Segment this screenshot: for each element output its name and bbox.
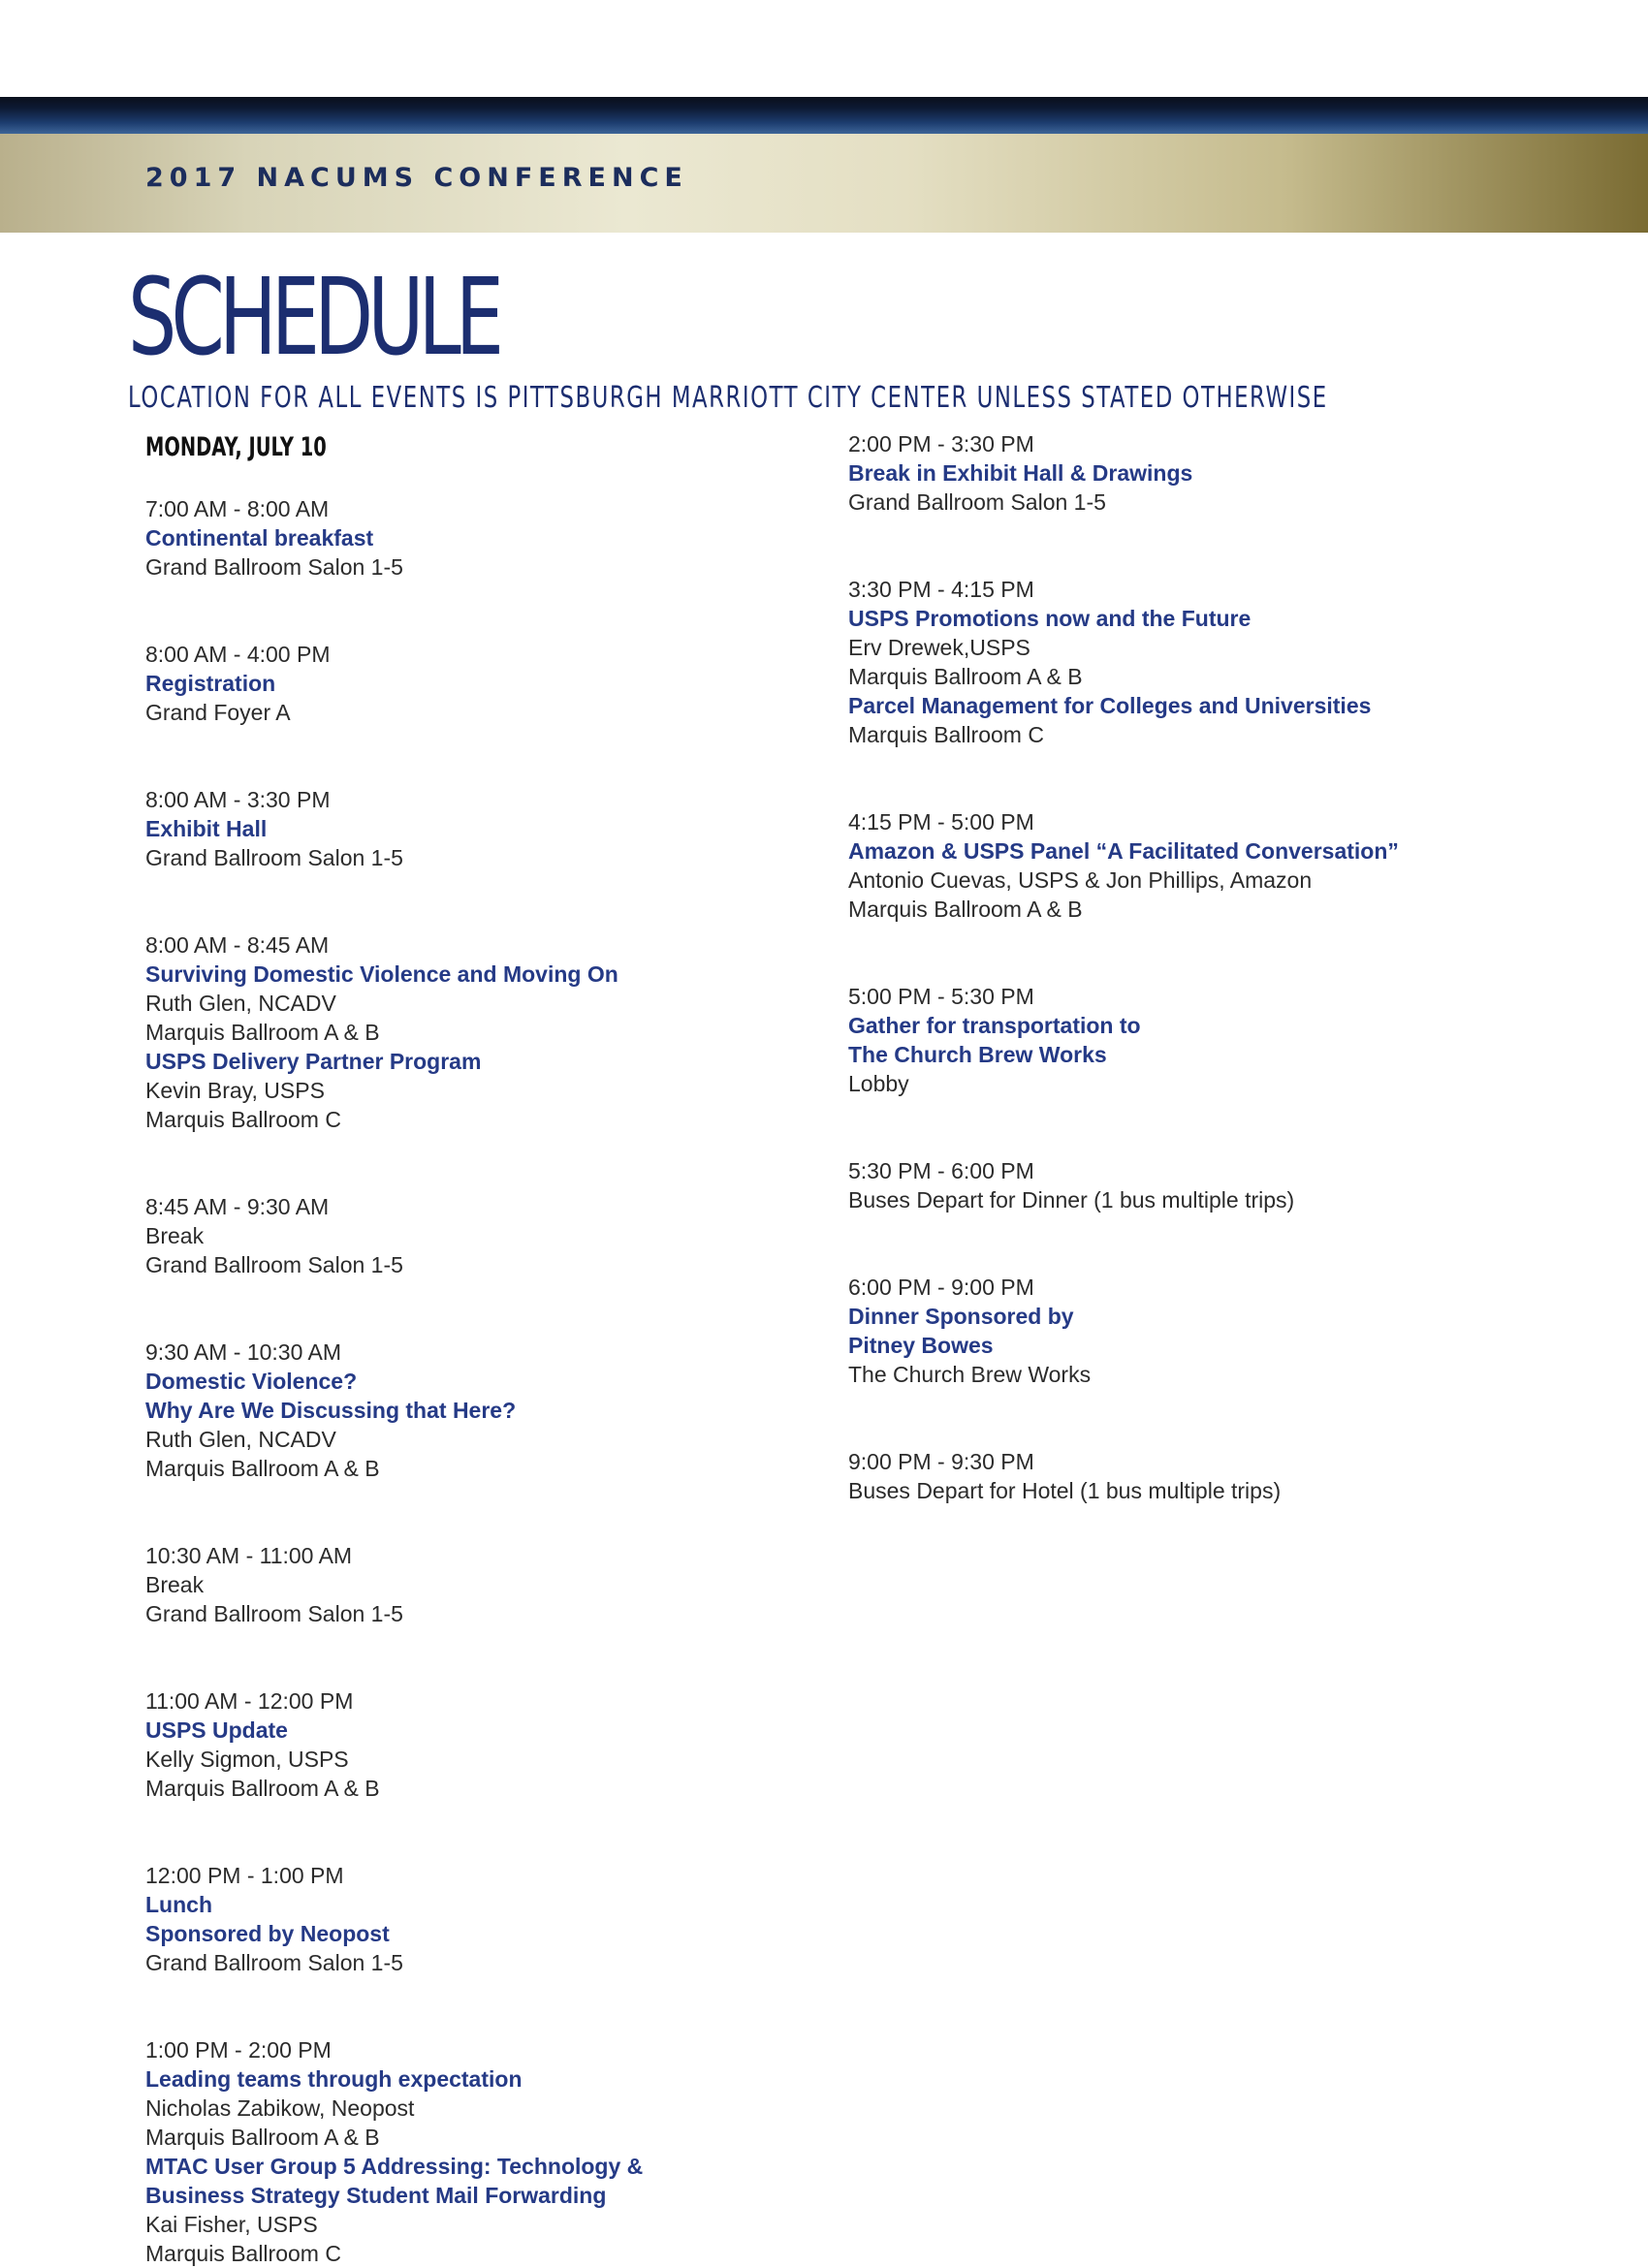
event-title: Dinner Sponsored by — [848, 1304, 1074, 1329]
event-title: Business Strategy Student Mail Forwarding — [145, 2183, 607, 2208]
event-detail: The Church Brew Works — [848, 1362, 1092, 1387]
event-detail: Marquis Ballroom A & B — [145, 1776, 380, 1801]
event-title: Leading teams through expectation — [145, 2066, 523, 2092]
event-title: USPS Promotions now and the Future — [848, 606, 1252, 631]
event-detail: Marquis Ballroom A & B — [145, 1020, 380, 1045]
schedule-event — [848, 807, 1546, 924]
event-title: Registration — [145, 671, 276, 696]
schedule-event — [848, 429, 1546, 517]
event-time: 12:00 PM - 1:00 PM — [145, 1863, 344, 1888]
event-detail: Nicholas Zabikow, Neopost — [145, 2095, 415, 2121]
schedule-event — [848, 1447, 1546, 1505]
event-time: 8:00 AM - 8:45 AM — [145, 932, 330, 958]
event-detail: Break — [145, 1572, 205, 1597]
event-time: 5:00 PM - 5:30 PM — [848, 984, 1034, 1009]
schedule-event — [145, 1192, 843, 1279]
event-title: Gather for transportation to — [848, 1013, 1141, 1038]
event-detail: Erv Drewek,USPS — [848, 635, 1030, 660]
event-time: 9:30 AM - 10:30 AM — [145, 1339, 342, 1365]
event-title: The Church Brew Works — [848, 1042, 1107, 1067]
event-time: 8:00 AM - 4:00 PM — [145, 642, 331, 667]
event-title: Sponsored by Neopost — [145, 1921, 390, 1946]
event-detail: Grand Ballroom Salon 1-5 — [145, 1252, 403, 1277]
header-dark-band — [0, 97, 1648, 134]
event-title: Domestic Violence? — [145, 1369, 358, 1394]
event-title: Break in Exhibit Hall & Drawings — [848, 460, 1193, 486]
event-title: Exhibit Hall — [145, 816, 268, 841]
event-detail: Lobby — [848, 1071, 909, 1096]
event-title: Surviving Domestic Violence and Moving On — [145, 961, 618, 987]
schedule-event — [145, 785, 843, 872]
event-detail: Kevin Bray, USPS — [145, 1078, 325, 1103]
event-detail: Buses Depart for Dinner (1 bus multiple trips) — [848, 1187, 1295, 1213]
event-detail: Marquis Ballroom A & B — [145, 1456, 380, 1481]
event-title: USPS Update — [145, 1717, 288, 1743]
page-title: SCHEDULE — [128, 255, 499, 379]
schedule-event — [145, 494, 843, 582]
event-title: MTAC User Group 5 Addressing: Technology & — [145, 2154, 644, 2179]
event-time: 5:30 PM - 6:00 PM — [848, 1158, 1034, 1183]
schedule-event — [848, 575, 1546, 749]
event-detail: Marquis Ballroom A & B — [145, 2125, 380, 2150]
event-time: 4:15 PM - 5:00 PM — [848, 809, 1034, 835]
event-time: 10:30 AM - 11:00 AM — [145, 1543, 353, 1568]
event-title: Amazon & USPS Panel “A Facilitated Conversation” — [848, 838, 1399, 864]
schedule-event — [145, 930, 843, 1134]
event-detail: Grand Ballroom Salon 1-5 — [848, 489, 1106, 515]
event-title: Why Are We Discussing that Here? — [145, 1398, 517, 1423]
event-title: Parcel Management for Colleges and Universities — [848, 693, 1372, 718]
event-detail: Ruth Glen, NCADV — [145, 991, 336, 1016]
schedule-event — [848, 982, 1546, 1098]
event-time: 8:45 AM - 9:30 AM — [145, 1194, 330, 1219]
event-detail: Buses Depart for Hotel (1 bus multiple trips) — [848, 1478, 1282, 1503]
event-time: 9:00 PM - 9:30 PM — [848, 1449, 1034, 1474]
event-detail: Antonio Cuevas, USPS & Jon Phillips, Amazon — [848, 867, 1313, 893]
event-detail: Marquis Ballroom A & B — [848, 664, 1083, 689]
event-detail: Grand Ballroom Salon 1-5 — [145, 554, 403, 580]
event-title: USPS Delivery Partner Program — [145, 1049, 482, 1074]
event-detail: Break — [145, 1223, 205, 1248]
event-time: 3:30 PM - 4:15 PM — [848, 577, 1034, 602]
event-time: 7:00 AM - 8:00 AM — [145, 496, 330, 521]
event-detail: Grand Ballroom Salon 1-5 — [145, 845, 403, 870]
event-detail: Ruth Glen, NCADV — [145, 1427, 336, 1452]
event-time: 1:00 PM - 2:00 PM — [145, 2037, 332, 2063]
location-note: LOCATION FOR ALL EVENTS IS PITTSBURGH MARRIOTT CITY CENTER UNLESS STATED OTHERWISE — [128, 381, 1328, 415]
event-detail: Grand Ballroom Salon 1-5 — [145, 1950, 403, 1975]
schedule-event — [145, 640, 843, 727]
event-title: Lunch — [145, 1892, 212, 1917]
day-heading: MONDAY, JULY 10 — [145, 432, 327, 462]
event-time: 11:00 AM - 12:00 PM — [145, 1688, 354, 1714]
event-detail: Grand Ballroom Salon 1-5 — [145, 1601, 403, 1626]
event-detail: Kelly Sigmon, USPS — [145, 1747, 349, 1772]
schedule-event — [145, 2035, 843, 2268]
schedule-event — [145, 1861, 843, 1977]
event-detail: Kai Fisher, USPS — [145, 2212, 318, 2237]
event-time: 6:00 PM - 9:00 PM — [848, 1275, 1034, 1300]
event-detail: Grand Foyer A — [145, 700, 291, 725]
event-detail: Marquis Ballroom C — [848, 722, 1044, 747]
event-time: 2:00 PM - 3:30 PM — [848, 431, 1034, 457]
schedule-event — [145, 1541, 843, 1628]
event-title: Pitney Bowes — [848, 1333, 994, 1358]
event-title: Continental breakfast — [145, 525, 374, 551]
schedule-event — [145, 1686, 843, 1803]
event-detail: Marquis Ballroom C — [145, 1107, 341, 1132]
schedule-event — [848, 1273, 1546, 1389]
event-detail: Marquis Ballroom C — [145, 2241, 341, 2266]
conference-title: 2017 NACUMS CONFERENCE — [145, 163, 688, 193]
schedule-event — [848, 1156, 1546, 1214]
schedule-event — [145, 1338, 843, 1483]
event-detail: Marquis Ballroom A & B — [848, 897, 1083, 922]
event-time: 8:00 AM - 3:30 PM — [145, 787, 331, 812]
